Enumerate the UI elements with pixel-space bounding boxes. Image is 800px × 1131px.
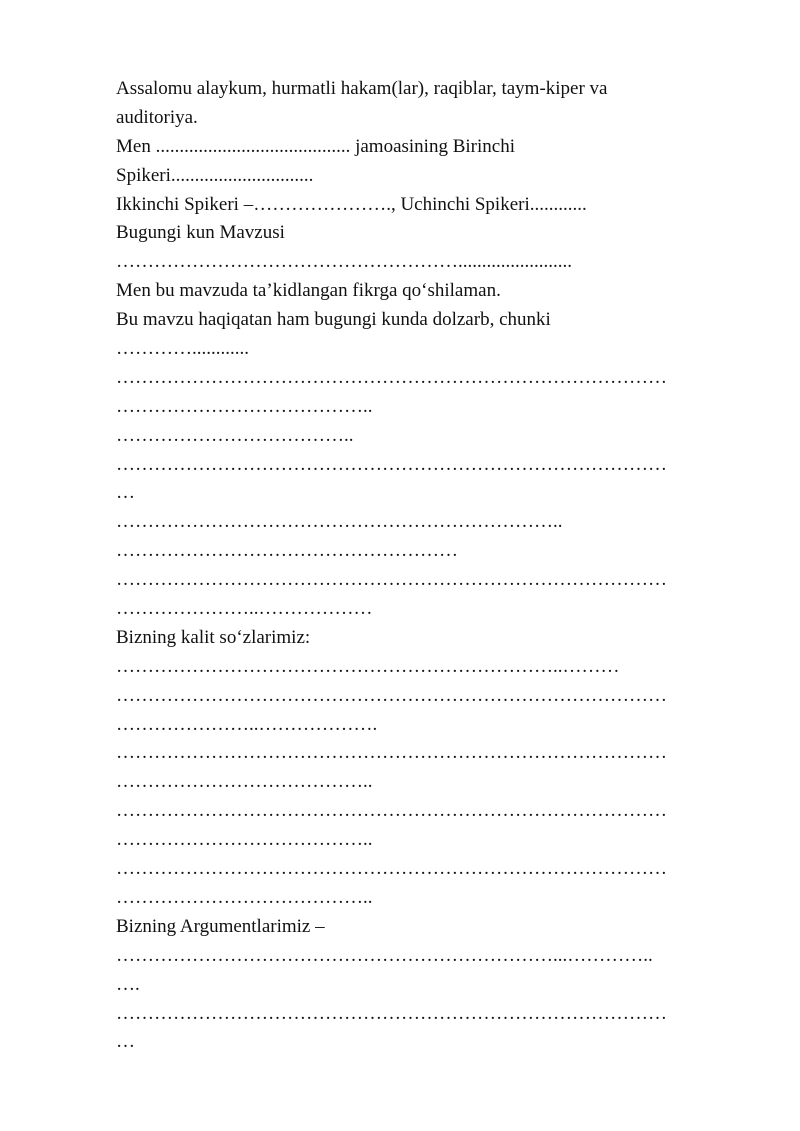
greeting-line: Assalomu alaykum, hurmatli hakam(lar), raqiblar, taym-kiper va bbox=[116, 78, 608, 99]
fill-line: ………………………………….. bbox=[116, 886, 373, 908]
first-speaker-line: Spikeri.............................. bbox=[116, 164, 314, 186]
fill-line: …………………………………………………………………………… bbox=[116, 453, 667, 475]
fill-line: …………………………………………………………………………… bbox=[116, 366, 667, 388]
fill-line: … bbox=[116, 482, 135, 504]
team-first-speaker-line: Men ......................................... jamoasining Birinchi bbox=[116, 135, 515, 157]
fill-line: ……………………………….. bbox=[116, 424, 354, 446]
fill-line: …………………………………………………………….. bbox=[116, 511, 563, 533]
fill-line: ……………………………………………………………...………….. bbox=[116, 944, 653, 966]
fill-line: …………………………………………………………………………… bbox=[116, 858, 667, 880]
topic-heading: Bugungi kun Mavzusi bbox=[116, 222, 285, 244]
fill-line: ………………………………….. bbox=[116, 829, 373, 851]
topic-fill-line: ………………………………………………........................ bbox=[116, 251, 572, 273]
fill-line: …………………………………………………………………………… bbox=[116, 800, 667, 822]
fill-line: …………………………………………………………………………… bbox=[116, 684, 667, 706]
fill-line: ……………………………………………………………..……… bbox=[116, 655, 620, 677]
document-body bbox=[116, 75, 756, 1057]
fill-line: ……………………………………………… bbox=[116, 540, 458, 562]
greeting-line-continued: auditoriya. bbox=[116, 106, 198, 128]
fill-line: …………………………………………………………………………… bbox=[116, 1002, 667, 1024]
fill-line: … bbox=[116, 1031, 135, 1053]
fill-line: …………………………………………………………………………… bbox=[116, 742, 667, 764]
agreement-line: Men bu mavzuda ta’kidlangan fikrga qo‘shilaman. bbox=[116, 280, 501, 302]
second-third-speaker-line: Ikkinchi Spikeri –…………………., Uchinchi Spikeri............ bbox=[116, 193, 587, 215]
fill-line: …………………..………………. bbox=[116, 713, 378, 735]
arguments-heading: Bizning Argumentlarimiz – bbox=[116, 915, 325, 937]
keywords-heading: Bizning kalit so‘zlarimiz: bbox=[116, 626, 311, 648]
fill-line: …. bbox=[116, 973, 140, 995]
fill-line: …………………………………………………………………………… bbox=[116, 569, 667, 591]
fill-line: ………………………………….. bbox=[116, 395, 373, 417]
fill-line: …………............ bbox=[116, 338, 249, 360]
fill-line: ………………………………….. bbox=[116, 771, 373, 793]
fill-line: …………………..……………… bbox=[116, 598, 373, 620]
relevance-line: Bu mavzu haqiqatan ham bugungi kunda dolzarb, chunki bbox=[116, 309, 551, 331]
